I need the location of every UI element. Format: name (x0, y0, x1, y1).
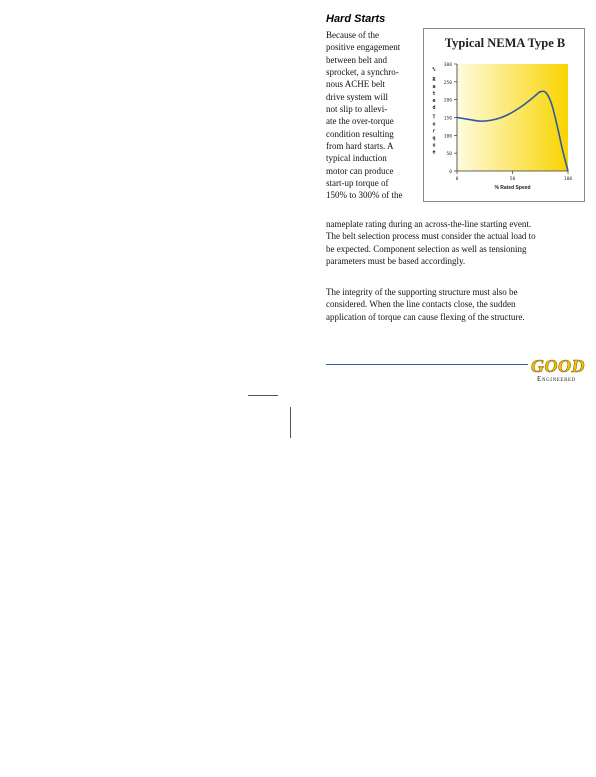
text-line: start-up torque of (326, 178, 389, 189)
text-line: sprocket, a synchro- (326, 67, 399, 78)
body-paragraph-narrow (326, 29, 426, 202)
y-tick-label: 200 (443, 98, 452, 104)
footer-rule (326, 364, 528, 365)
text-line: 150% to 300% of the (326, 190, 403, 201)
company-logo-tagline: Engineered (537, 375, 576, 383)
x-tick-label: 0 (455, 177, 459, 182)
company-logo: GOOD (531, 356, 585, 376)
y-tick-label: 50 (446, 152, 452, 158)
x-tick-label: 50 (509, 177, 516, 182)
text-line: condition resulting (326, 128, 394, 139)
text-line: nameplate rating during an across-the-line starting event. (326, 219, 532, 229)
x-tick-label: 100 (563, 177, 573, 182)
body-paragraph-structure (326, 286, 594, 323)
plot-area (457, 64, 568, 171)
y-axis-label: % R a t e d T o r q u e (432, 67, 436, 156)
text-line: nous ACHE belt (326, 79, 386, 90)
text-line: from hard starts. A (326, 141, 394, 152)
text-line: not slip to allevi- (326, 104, 388, 115)
y-tick-label: 0 (449, 170, 452, 175)
crop-mark-horizontal (248, 395, 278, 396)
chart-title: Typical NEMA Type B (444, 36, 566, 50)
text-line: positive engagement (326, 42, 401, 53)
text-line: drive system will (326, 91, 388, 102)
text-line: application of torque can cause flexing of the structure. (326, 311, 525, 322)
x-axis-label: % Rated Speed (494, 185, 531, 191)
torque-speed-chart (423, 28, 585, 202)
body-paragraph-wide (326, 218, 594, 267)
text-line: parameters must be based accordingly. (326, 255, 466, 266)
text-line: typical induction (326, 153, 387, 164)
text-line: Because of the (326, 30, 379, 40)
text-line: be expected. Component selection as well as tensioning (326, 243, 527, 254)
section-heading: Hard Starts (326, 13, 386, 25)
text-line: motor can produce (326, 165, 394, 176)
y-tick-label: 100 (443, 134, 452, 140)
crop-mark-vertical (290, 407, 291, 438)
y-tick-label: 250 (443, 80, 452, 86)
chart-svg (424, 29, 586, 203)
y-tick-label: 150 (443, 116, 452, 122)
text-line: considered. When the line contacts close, the sudden (326, 299, 516, 310)
text-line: The belt selection process must consider the actual load to (326, 231, 536, 242)
text-line: The integrity of the supporting structure must also be (326, 287, 518, 297)
text-line: ate the over-torque (326, 116, 394, 127)
text-line: between belt and (326, 54, 387, 65)
y-tick-label: 300 (443, 63, 452, 68)
